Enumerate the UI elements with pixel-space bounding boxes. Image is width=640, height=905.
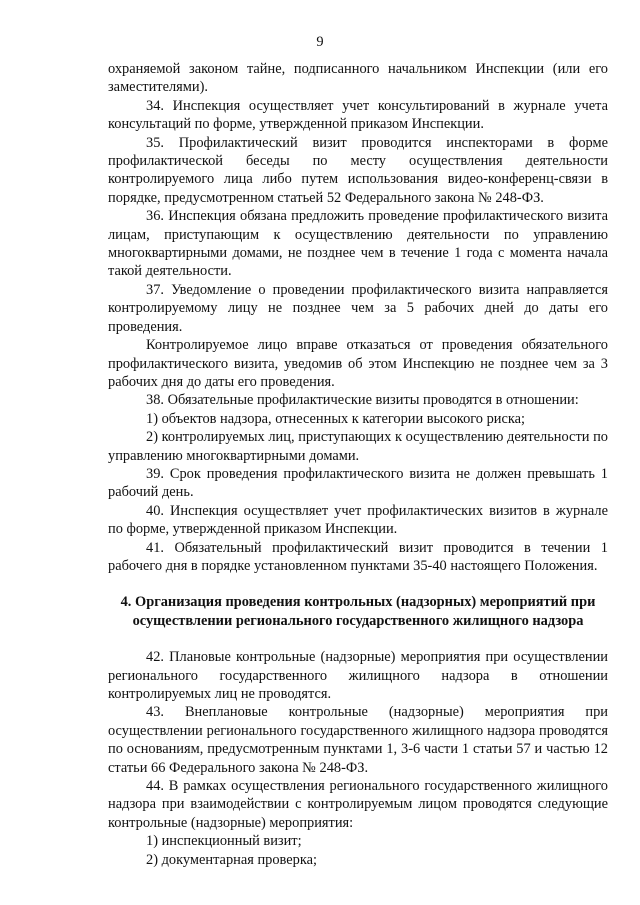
top-paragraphs: [108, 60, 608, 575]
paragraph-p39: 39. Срок проведения профилактического визита не должен превышать 1 рабочий день.: [108, 465, 608, 501]
paragraph-p37b: Контролируемое лицо вправе отказаться от проведения обязательного профилактического визита, уведомив об этом Инспекцию не позднее чем за 3 рабочих дня до даты его проведения.: [108, 337, 608, 390]
paragraph-p38: 38. Обязательные профилактические визиты проводятся в отношении:: [146, 392, 579, 409]
paragraph-p44-1: 1) инспекционный визит;: [146, 833, 302, 850]
paragraph-p38-1: 1) объектов надзора, отнесенных к категории высокого риска;: [146, 410, 526, 427]
paragraph-p44: 44. В рамках осуществления регионального государственного жилищного надзора при взаимодействии с контролируемым лицом проводятся следующие контрольные (надзорные) мероприятия:: [108, 778, 608, 831]
paragraph-p33-cont: охраняемой законом тайне, подписанного начальником Инспекции (или его заместителями).: [108, 61, 608, 96]
page-number: 9: [316, 34, 324, 50]
section-heading: [108, 593, 608, 630]
paragraph-p43: 43. Внеплановые контрольные (надзорные) мероприятия при осуществлении регионального государственного жилищного надзора проводятся по основаниям, предусмотренным пунктами 1, 3-6 части 1 статьи 57 и частью 12 статьи 66 Федерального закона № 248-ФЗ.: [108, 704, 608, 776]
section-heading-line1: 4. Организация проведения контрольных (надзорных) мероприятий при: [120, 594, 596, 611]
bottom-paragraphs: [108, 648, 608, 869]
paragraph-p34: 34. Инспекция осуществляет учет консультирований в журнале учета консультаций по форме, утвержденной приказом Инспекции.: [108, 97, 608, 133]
paragraph-p38-2: 2) контролируемых лиц, приступающих к осуществлению деятельности по управлению многоквартирными домами.: [108, 429, 608, 464]
document-body: [108, 60, 608, 869]
paragraph-p37: 37. Уведомление о проведении профилактического визита направляется контролируемому лицу не позднее чем за 5 рабочих дней до даты его проведения.: [108, 281, 608, 335]
paragraph-p36: 36. Инспекция обязана предложить проведение профилактического визита лицам, приступающим к осуществлению деятельности по управлению многоквартирными домами, не позднее чем в течение 1 года с момента начала такой деятельности.: [108, 208, 608, 280]
paragraph-p35: 35. Профилактический визит проводится инспекторами в форме профилактической беседы по месту осуществления деятельности контролируемого лица либо путем использования видео-конференц-связи в порядке, предусмотренном статьей 52 Федерального закона № 248-ФЗ.: [108, 134, 608, 206]
paragraph-p41: 41. Обязательный профилактический визит проводится в течении 1 рабочего дня в порядке установленном пунктами 35-40 настоящего Положения.: [108, 539, 608, 574]
section-heading-line2: осуществлении регионального государственного жилищного надзора: [132, 612, 584, 629]
paragraph-p40: 40. Инспекция осуществляет учет профилактических визитов в журнале по форме, утвержденной приказом Инспекции.: [108, 502, 608, 538]
paragraph-p42: 42. Плановые контрольные (надзорные) мероприятия при осуществлении регионального государственного жилищного надзора в отношении контролируемых лиц не проводятся.: [108, 649, 608, 702]
paragraph-p44-2: 2) документарная проверка;: [146, 851, 317, 868]
